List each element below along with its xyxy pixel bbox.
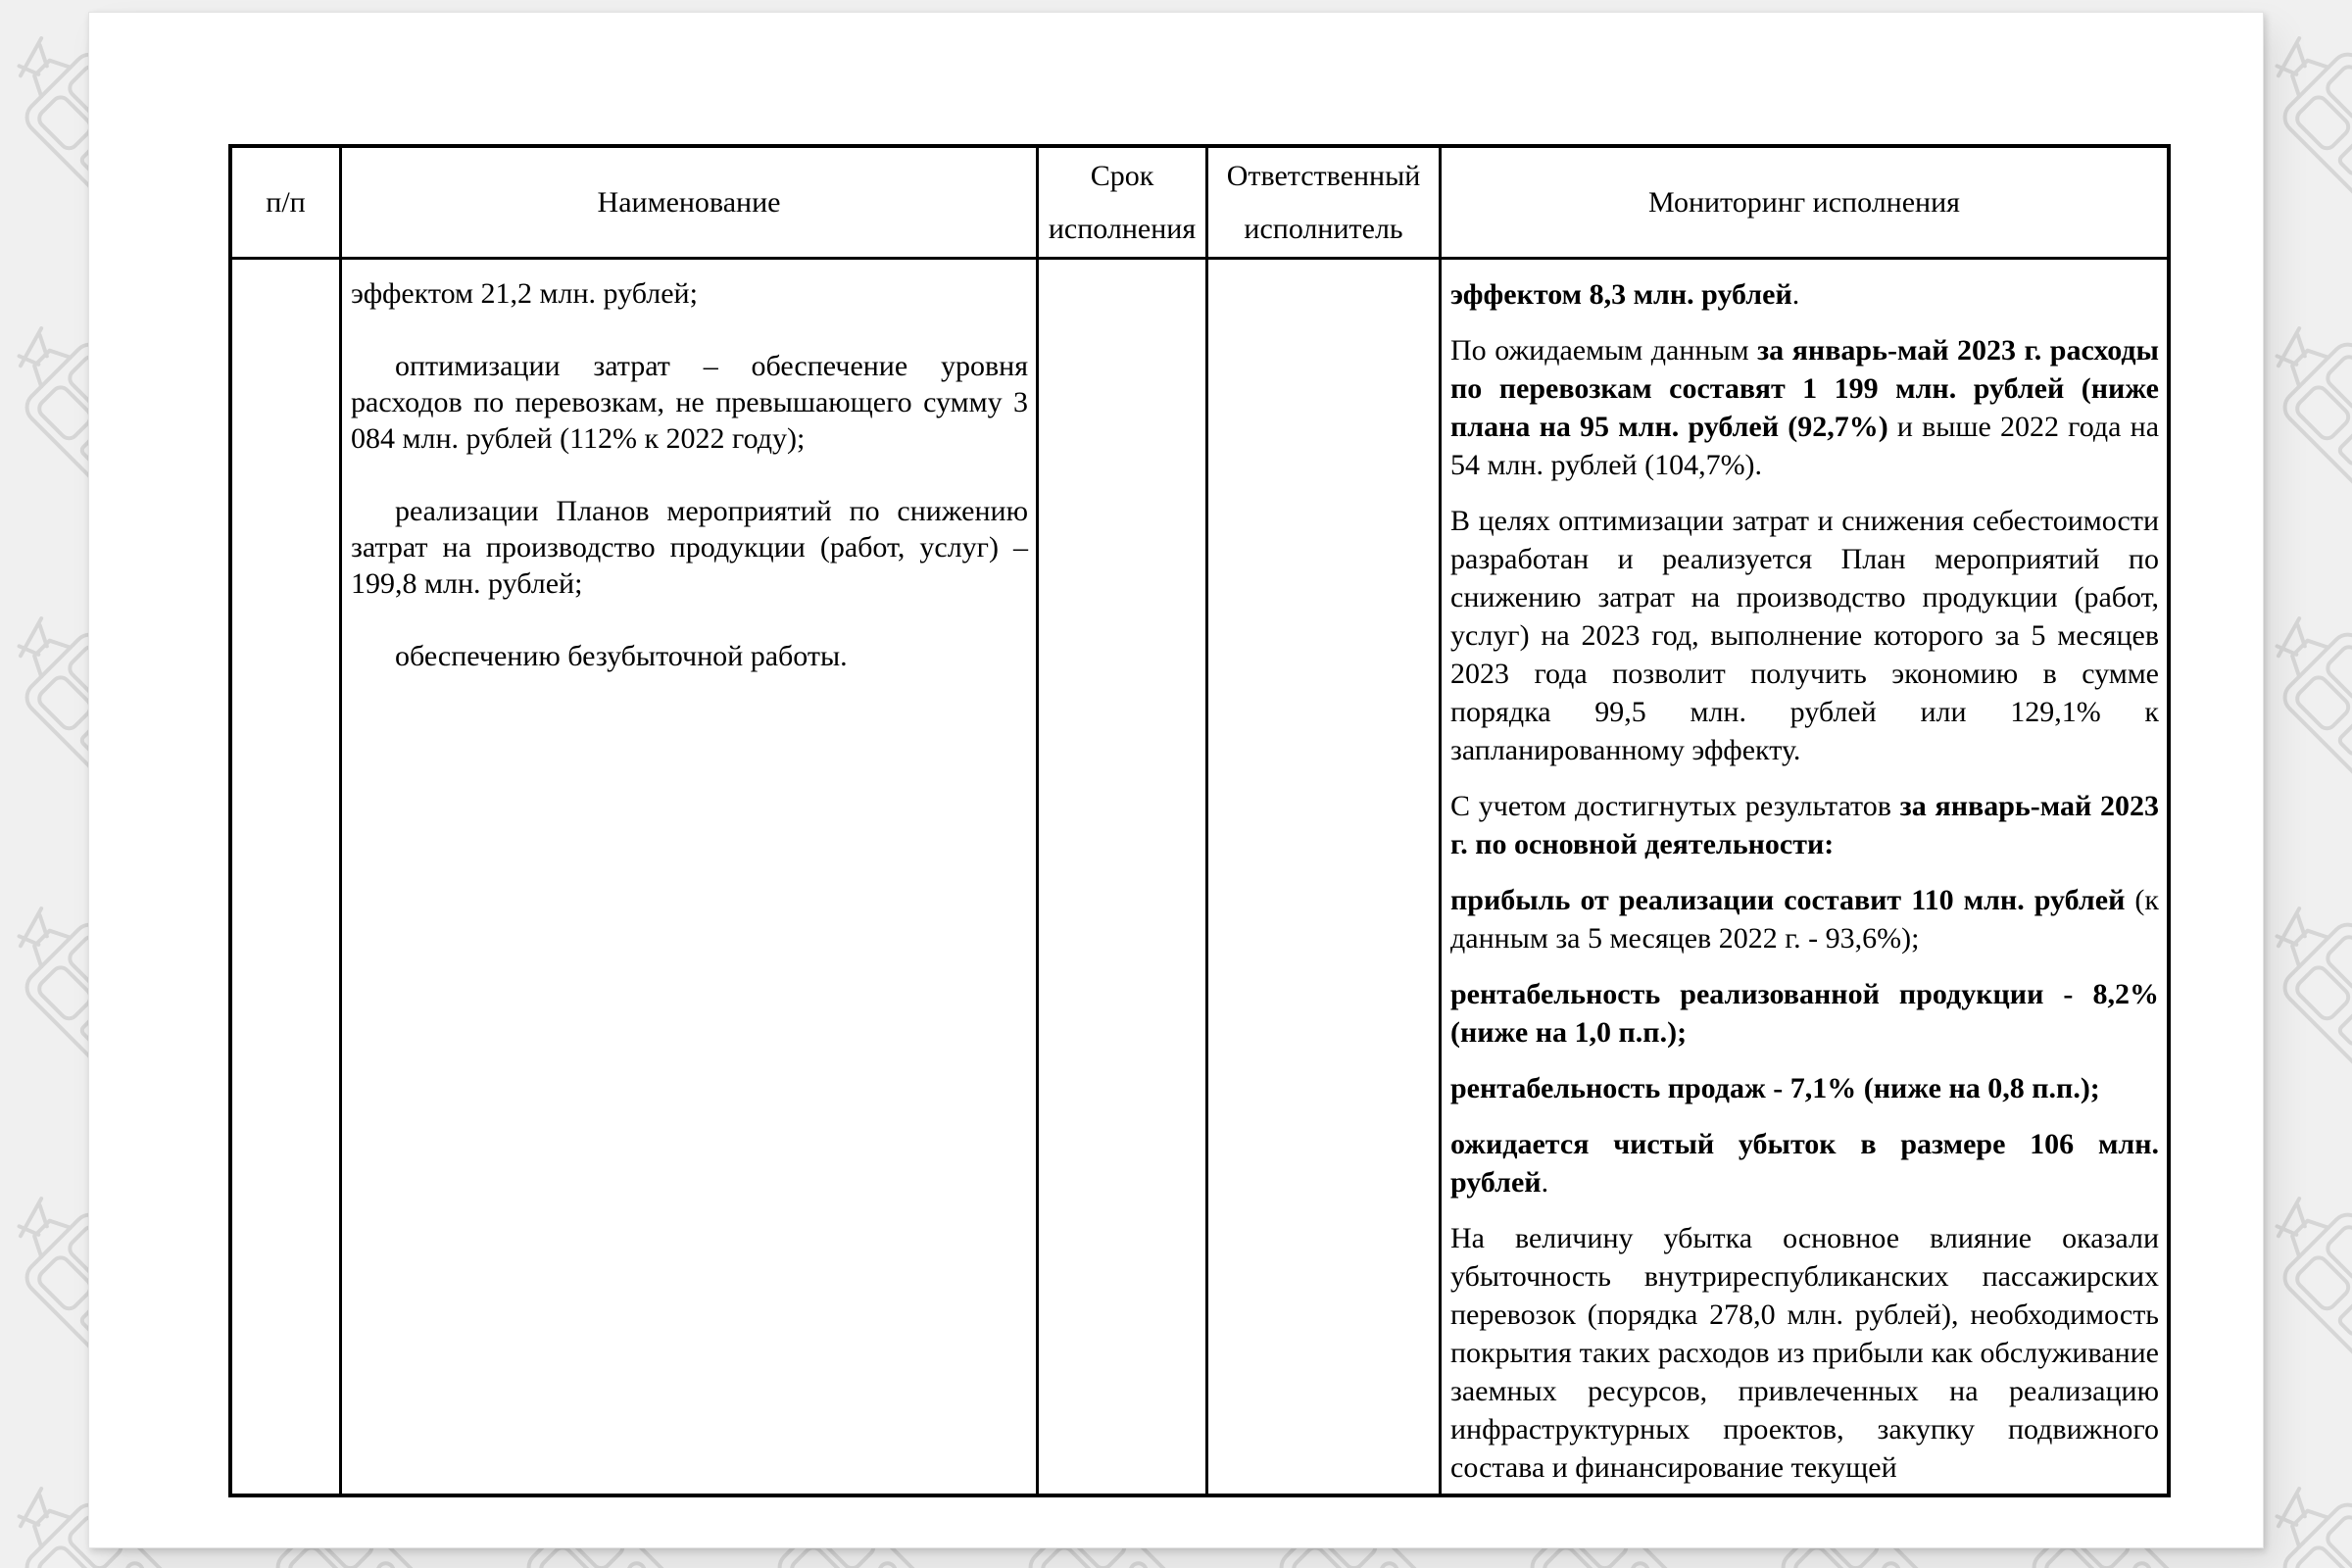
text-run: .: [1791, 278, 1800, 311]
text-run: оптимизации затрат – обеспечение уровня расходов по перевозкам, не превышающего сумму 3 084 млн. рублей (112% к 2022 году);: [351, 350, 1028, 455]
table-cell-paragraph: [1450, 502, 2159, 769]
bold-text-run: ожидается чистый убыток в размере 106 млн. рублей: [1450, 1128, 2159, 1199]
bold-text-run: прибыль от реализации составит 110 млн. рублей: [1450, 884, 2126, 916]
table-cell-paragraph: [1450, 975, 2159, 1052]
bold-text-run: эффектом 8,3 млн. рублей: [1450, 278, 1792, 311]
table-cell-paragraph: [351, 348, 1028, 457]
bold-text-run: за январь-май 2023 г. по основной деятельности:: [1450, 790, 2160, 860]
table-cell-paragraph: [1450, 1125, 2159, 1201]
table-cell-paragraph: [1450, 331, 2159, 484]
table-cell-paragraph: [1450, 275, 2159, 314]
cell-npp: [232, 260, 339, 1494]
header-name: Наименование: [339, 148, 1036, 260]
table-cell-paragraph: [351, 638, 1028, 674]
cell-name: [339, 260, 1036, 1494]
document-page: [88, 12, 2264, 1548]
table-cell-paragraph: [351, 493, 1028, 602]
header-monitoring: Мониторинг исполнения: [1439, 148, 2167, 260]
header-term: Срок исполнения: [1036, 148, 1205, 260]
text-run: реализации Планов мероприятий по снижению затрат на производство продукции (работ, услуг) – 199,8 млн. рублей;: [351, 495, 1028, 600]
header-npp: п/п: [232, 148, 339, 260]
text-run: (к данным за 5 месяцев 2022 г. - 93,6%);: [1450, 884, 2159, 955]
text-run: По ожидаемым данным: [1450, 334, 1758, 367]
table-cell-paragraph: [351, 275, 1028, 312]
header-executor: Ответственный исполнитель: [1205, 148, 1439, 260]
cell-executor: [1205, 260, 1439, 1494]
table-cell-paragraph: [1450, 1069, 2159, 1107]
table-cell-paragraph: [1450, 881, 2159, 957]
text-run: На величину убытка основное влияние оказали убыточность внутриреспубликанских пассажирских перевозок (порядка 278,0 млн. рублей), необходимость покрытия таких расходов из прибыли как обслуживание заемных ресурсов, привлеченных на реализацию инфраструктурных проектов, закупку подвижного состава и финансирование текущей: [1450, 1222, 2159, 1484]
cell-monitoring: [1439, 260, 2167, 1494]
table-cell-paragraph: [1450, 1219, 2159, 1487]
text-run: и выше 2022 года на 54 млн. рублей (104,7%).: [1450, 411, 2160, 481]
text-run: .: [1541, 1166, 1549, 1199]
text-run: В целях оптимизации затрат и снижения себестоимости разработан и реализуется План мероприятий по снижению затрат на производство продукции (работ, услуг) на 2023 год, выполнение которого за 5 месяцев 2023 года позволит получить экономию в сумме порядка 99,5 млн. рублей или 129,1% к запланированному эффекту.: [1450, 505, 2159, 766]
cell-term: [1036, 260, 1205, 1494]
bold-text-run: рентабельность продаж - 7,1% (ниже на 0,8 п.п.);: [1450, 1072, 2100, 1104]
report-table: [228, 144, 2171, 1497]
text-run: С учетом достигнутых результатов: [1450, 790, 1900, 822]
bold-text-run: рентабельность реализованной продукции - 8,2% (ниже на 1,0 п.п.);: [1450, 978, 2159, 1049]
table-cell-paragraph: [1450, 787, 2159, 863]
bold-text-run: за январь-май 2023 г. расходы по перевозкам составят 1 199 млн. рублей (ниже плана на 95 млн. рублей (92,7%): [1450, 334, 2159, 443]
text-run: обеспечению безубыточной работы.: [395, 640, 848, 672]
text-run: эффектом 21,2 млн. рублей;: [351, 277, 698, 310]
